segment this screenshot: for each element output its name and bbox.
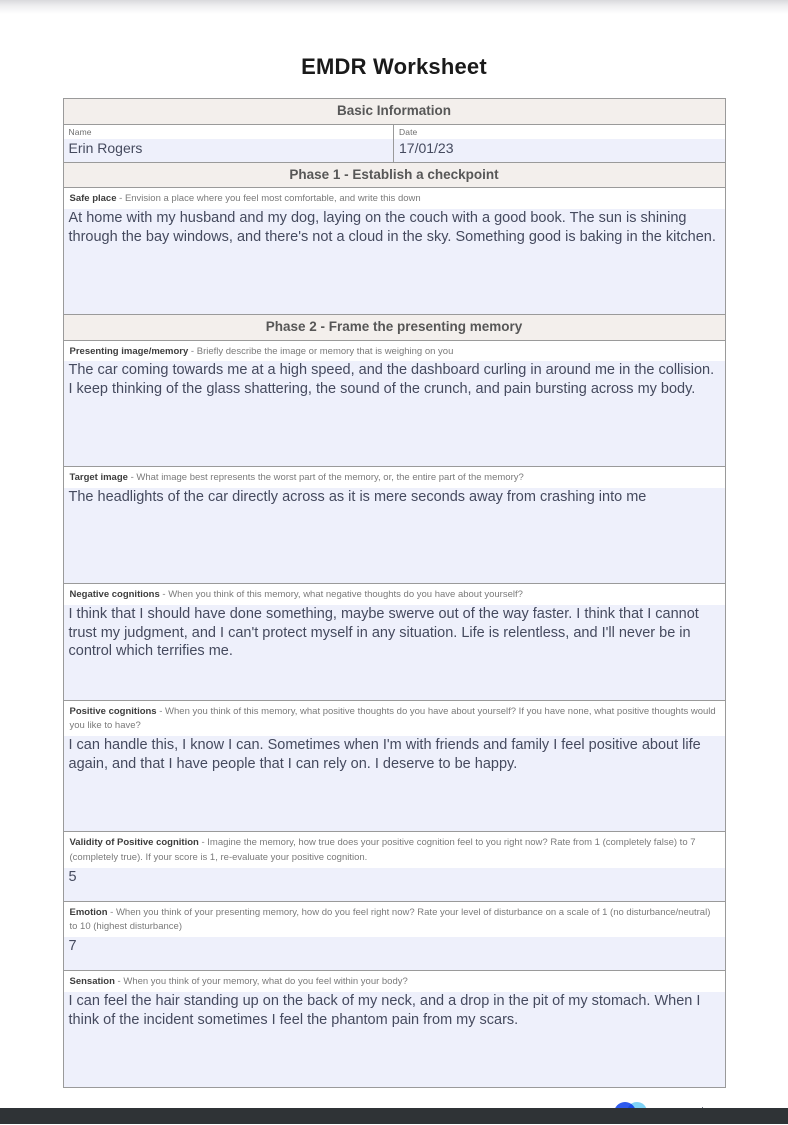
safe-place-value: At home with my husband and my dog, laying on the couch with a good book. The sun is shining through the bay windows, and there's not a cloud in the sky. Something good is baking in the kitchen. bbox=[68, 210, 716, 245]
target-image-input[interactable] bbox=[64, 488, 725, 583]
validity-label: Validity of Positive cognition bbox=[69, 837, 199, 849]
sensation-prompt bbox=[64, 971, 725, 992]
date-value[interactable]: 17/01/23 bbox=[399, 139, 454, 156]
emotion-prompt-text: - When you think of your presenting memory, how do you feel right now? Rate your level of disturbance on a scale of 1 (no disturbance/neutral) to 10 (highest disturbance) bbox=[69, 906, 711, 933]
viewer-bottom-bar bbox=[0, 1108, 788, 1124]
field-negative-cognitions bbox=[64, 584, 725, 701]
section-header-phase-1: Phase 1 - Establish a checkpoint bbox=[64, 163, 725, 189]
field-safe-place bbox=[64, 188, 725, 315]
page-title: EMDR Worksheet bbox=[301, 54, 487, 79]
field-emotion bbox=[64, 902, 725, 971]
negative-cognitions-prompt bbox=[64, 584, 725, 605]
presenting-image-label: Presenting image/memory bbox=[69, 345, 189, 357]
field-target-image bbox=[64, 467, 725, 584]
name-label: Name bbox=[64, 125, 394, 139]
section-header-phase-2: Phase 2 - Frame the presenting memory bbox=[64, 315, 725, 341]
positive-cognitions-value: I can handle this, I know I can. Sometimes when I'm with friends and family I feel positive about life again, and that I have people that I can rely on. I deserve to be happy. bbox=[68, 737, 705, 773]
field-presenting-image bbox=[64, 341, 725, 468]
positive-cognitions-input[interactable] bbox=[64, 736, 725, 831]
name-field[interactable] bbox=[64, 125, 395, 162]
sensation-label: Sensation bbox=[69, 976, 115, 988]
emotion-label: Emotion bbox=[69, 906, 108, 918]
worksheet-page bbox=[0, 14, 788, 1125]
name-value[interactable]: Erin Rogers bbox=[68, 139, 143, 156]
worksheet-table bbox=[63, 98, 726, 1088]
safe-place-prompt-text: - Envision a place where you feel most comfortable, and write this down bbox=[116, 193, 421, 205]
field-positive-cognitions bbox=[64, 701, 725, 832]
safe-place-input[interactable] bbox=[64, 209, 725, 314]
target-image-value: The headlights of the car directly across as it is mere seconds away from crashing into me bbox=[68, 489, 647, 506]
validity-input[interactable] bbox=[64, 868, 725, 901]
sensation-prompt-text: - When you think of your memory, what do you feel within your body? bbox=[114, 976, 408, 988]
section-header-basic-information: Basic Information bbox=[64, 99, 725, 125]
target-image-label: Target image bbox=[69, 472, 128, 484]
sensation-value: I can feel the hair standing up on the back of my neck, and a drop in the pit of my stomach. When I think of the incident sometimes I feel the phantom pain from my scars. bbox=[68, 992, 705, 1028]
negative-cognitions-prompt-text: - When you think of this memory, what negative thoughts do you have about yourself? bbox=[159, 589, 523, 601]
presenting-image-value: The car coming towards me at a high speed, and the dashboard curling in around me in the collision. I keep thinking of the glass shattering, the sound of the crunch, and pain bursting across my body. bbox=[68, 362, 719, 398]
field-validity-of-positive-cognition bbox=[64, 832, 725, 901]
field-sensation bbox=[64, 971, 725, 1088]
negative-cognitions-value: I think that I should have done something, maybe swerve out of the way faster. I think that I cannot trust my judgment, and I can't protect myself in any situation. Life is relentless, and I'll never be in control which terrifies me. bbox=[68, 605, 703, 660]
presenting-image-input[interactable] bbox=[64, 361, 725, 466]
validity-prompt-text: - Imagine the memory, how true does your positive cognition feel to you right now? Rate from 1 (completely false) to 7 (completely true). If your score is 1, re-evaluate your positive cognition. bbox=[69, 837, 696, 863]
presenting-image-prompt-text: - Briefly describe the image or memory that is weighing on you bbox=[188, 345, 454, 357]
positive-cognitions-label: Positive cognitions bbox=[69, 705, 157, 717]
date-label: Date bbox=[394, 125, 725, 139]
safe-place-prompt bbox=[64, 188, 725, 209]
target-image-prompt-text: - What image best represents the worst part of the memory, or, the entire part of the memory? bbox=[127, 472, 524, 484]
page-top-shadow bbox=[0, 0, 788, 14]
date-field[interactable] bbox=[394, 125, 725, 162]
negative-cognitions-input[interactable] bbox=[64, 605, 725, 700]
negative-cognitions-label: Negative cognitions bbox=[69, 589, 160, 601]
positive-cognitions-prompt-text: - When you think of this memory, what positive thoughts do you have about yourself? If you have none, what positive thoughts would you like to have? bbox=[69, 705, 716, 732]
positive-cognitions-prompt bbox=[64, 701, 725, 736]
emotion-value: 7 bbox=[68, 938, 77, 955]
sensation-input[interactable] bbox=[64, 992, 725, 1087]
validity-value: 5 bbox=[68, 868, 77, 885]
validity-prompt bbox=[64, 832, 725, 867]
presenting-image-prompt bbox=[64, 341, 725, 362]
safe-place-label: Safe place bbox=[69, 193, 117, 205]
basic-information-row bbox=[64, 125, 725, 163]
emotion-prompt bbox=[64, 902, 725, 937]
emotion-input[interactable] bbox=[64, 937, 725, 970]
target-image-prompt bbox=[64, 467, 725, 488]
